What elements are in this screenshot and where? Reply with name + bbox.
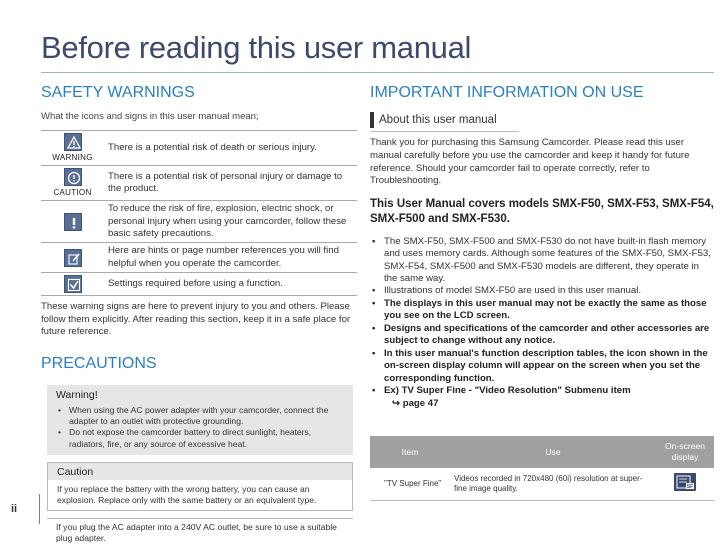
warning-box <box>47 385 353 455</box>
safety-intro: What the icons and signs in this user manual mean; <box>41 111 259 122</box>
sign-text: There is a potential risk of personal injury or damage to the product. <box>104 166 357 201</box>
list-item <box>370 385 714 410</box>
list-item: • Illustrations of model SMX-F50 are used in this user manual. <box>370 285 714 297</box>
table-row <box>370 468 714 500</box>
table-row <box>41 272 357 295</box>
sign-text: To reduce the risk of fire, explosion, electric shock, or personal injury when using your camcorder, follow these basic safety precautions. <box>104 201 357 243</box>
about-manual-heading <box>370 112 714 128</box>
caution-box <box>47 462 353 511</box>
warning-word: WARNING <box>52 153 93 162</box>
list-item: • When using the AC power adapter with your camcorder, connect the adapter to an outlet with protective grounding. <box>56 405 344 427</box>
column-header-item: Item <box>370 436 450 468</box>
column-header-display: On-screen display <box>656 436 714 468</box>
item-cell: "TV Super Fine" <box>370 468 450 500</box>
note-pencil-icon <box>64 249 82 267</box>
list-item: • The displays in this user manual may not be exactly the same as those you see on the LCD screen. <box>370 298 714 323</box>
adapter-note: If you plug the AC adapter into a 240V AC outlet, be sure to use a suitable plug adapter. <box>47 518 353 547</box>
warning-box-title: Warning! <box>56 389 98 402</box>
warning-signs-note: These warning signs are here to prevent injury to you and others. Please follow them explicitly. After reading this section, keep it in a safe place for future reference. <box>41 300 351 338</box>
caution-word: CAUTION <box>53 188 92 198</box>
table-header-row <box>370 436 714 468</box>
column-header-use: Use <box>450 436 656 468</box>
warning-list <box>56 405 344 450</box>
caution-text: If you replace the battery with the wrong battery, you can cause an explosion. Replace only with the same battery or an equivalent type. <box>57 483 317 505</box>
sign-text: Here are hints or page number references you will find helpful when you operate the camcorder. <box>104 243 357 273</box>
tv-super-fine-icon <box>674 473 696 491</box>
table-row <box>41 166 357 201</box>
page-reference: ↪ page 47 <box>392 397 439 409</box>
caution-box-title: Caution <box>57 465 94 478</box>
precautions-heading: PRECAUTIONS <box>41 355 157 373</box>
safety-warnings-heading: SAFETY WARNINGS <box>41 84 195 101</box>
heading-bar <box>370 112 374 128</box>
left-column <box>41 84 357 547</box>
sign-text: There is a potential risk of death or serious injury. <box>104 131 357 166</box>
function-table <box>370 436 714 501</box>
right-column <box>370 84 714 410</box>
use-cell: Videos recorded in 720x480 (60i) resolution at super-fine image quality. <box>450 468 656 500</box>
list-item: • The SMX-F50, SMX-F500 and SMX-F530 do not have built-in flash memory and uses memory cards. Although some features of the SMX-F50, SMX-F53, SMX-F54, SMX-F500 and SMX-F530 models are different, they operate in the same way. <box>370 236 714 286</box>
sub-heading-rule <box>370 131 519 132</box>
models-covered: This User Manual covers models SMX-F50, SMX-F53, SMX-F54, SMX-F500 and SMX-F530. <box>370 198 714 226</box>
about-manual-label: About this user manual <box>379 114 497 126</box>
sign-text: Settings required before using a function. <box>104 272 357 295</box>
info-list <box>370 236 714 411</box>
table-row <box>41 201 357 243</box>
table-row <box>41 131 357 166</box>
exclamation-icon <box>64 213 82 231</box>
example-text: Ex) TV Super Fine - "Video Resolution" Submenu item <box>384 385 631 397</box>
table-row <box>41 243 357 273</box>
title-rule <box>41 72 714 73</box>
signs-table <box>41 130 357 296</box>
page-title: Before reading this user manual <box>41 30 472 65</box>
caution-circle-icon <box>64 168 82 186</box>
important-info-heading: IMPORTANT INFORMATION ON USE <box>370 84 644 101</box>
warning-triangle-icon <box>64 133 82 151</box>
list-item: • In this user manual's function description tables, the icon shown in the on-screen display column will appear on the screen when you set the corresponding function. <box>370 348 714 385</box>
checkbox-icon <box>64 275 82 293</box>
list-item: • Designs and specifications of the camcorder and other accessories are subject to change without any notice. <box>370 323 714 348</box>
list-item: • Do not expose the camcorder battery to direct sunlight, heaters, radiators, fire, or any source of excessive heat. <box>56 427 344 449</box>
thank-you-text: Thank you for purchasing this Samsung Camcorder. Please read this user manual carefully before you use the camcorder and keep it handy for future reference. Should your camcorder fail to operate correctly, refer to Troubleshooting. <box>370 137 690 187</box>
page-number: ii <box>0 494 40 524</box>
svg-text:SF: SF <box>686 484 694 491</box>
